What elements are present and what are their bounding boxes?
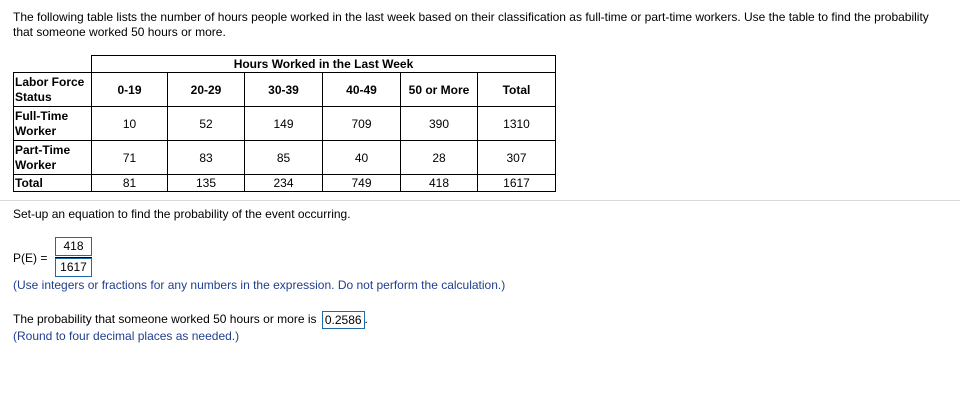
answer-input[interactable]: 0.2586: [322, 311, 365, 329]
probability-fraction: [55, 237, 92, 277]
column-header: Total: [478, 73, 556, 107]
table-cell: 71: [92, 141, 168, 175]
row-label: Total: [14, 175, 92, 192]
column-header: 0-19: [92, 73, 168, 107]
table-cell: 1310: [478, 107, 556, 141]
table-cell: 390: [401, 107, 478, 141]
table-cell: 418: [401, 175, 478, 192]
table-row: [14, 141, 556, 175]
column-header: 20-29: [168, 73, 245, 107]
probability-label: P(E) =: [13, 251, 48, 265]
table-cell: 81: [92, 175, 168, 192]
rounding-hint: (Round to four decimal places as needed.): [13, 329, 240, 343]
problem-statement: The following table lists the number of hours people worked in the last week based on their classification as full-time or part-time workers. Use the table to find the probability that someone worked 50 hours or more.: [13, 10, 929, 39]
column-header: 50 or More: [401, 73, 478, 107]
answer-prompt: The probability that someone worked 50 hours or more is: [13, 312, 317, 326]
table-cell: 28: [401, 141, 478, 175]
answer-suffix: .: [364, 312, 368, 326]
table-cell: 135: [168, 175, 245, 192]
table-corner-blank: [14, 56, 92, 73]
table-cell: 307: [478, 141, 556, 175]
table-cell: 1617: [478, 175, 556, 192]
row-label: Full-Time Worker: [14, 107, 92, 141]
hours-worked-table: [13, 55, 556, 192]
table-cell: 749: [323, 175, 401, 192]
table-row: [14, 107, 556, 141]
table-super-header: Hours Worked in the Last Week: [92, 56, 556, 73]
table-cell: 40: [323, 141, 401, 175]
denominator-input[interactable]: 1617: [55, 258, 92, 277]
table-header-row: [14, 73, 556, 107]
integers-hint: (Use integers or fractions for any numbers in the expression. Do not perform the calculation.): [13, 278, 506, 292]
section-divider: [0, 200, 960, 201]
table-cell: 149: [245, 107, 323, 141]
answer-line: [13, 309, 368, 329]
column-header: 30-39: [245, 73, 323, 107]
table-cell: 709: [323, 107, 401, 141]
table-cell: 85: [245, 141, 323, 175]
table-cell: 83: [168, 141, 245, 175]
table-cell: 10: [92, 107, 168, 141]
row-label: Part-Time Worker: [14, 141, 92, 175]
column-header: 40-49: [323, 73, 401, 107]
numerator-input[interactable]: 418: [55, 237, 92, 256]
table-row: [14, 175, 556, 192]
table-cell: 234: [245, 175, 323, 192]
row-header-label: Labor Force Status: [14, 73, 92, 107]
setup-instruction: Set-up an equation to find the probability of the event occurring.: [13, 207, 351, 221]
table-cell: 52: [168, 107, 245, 141]
